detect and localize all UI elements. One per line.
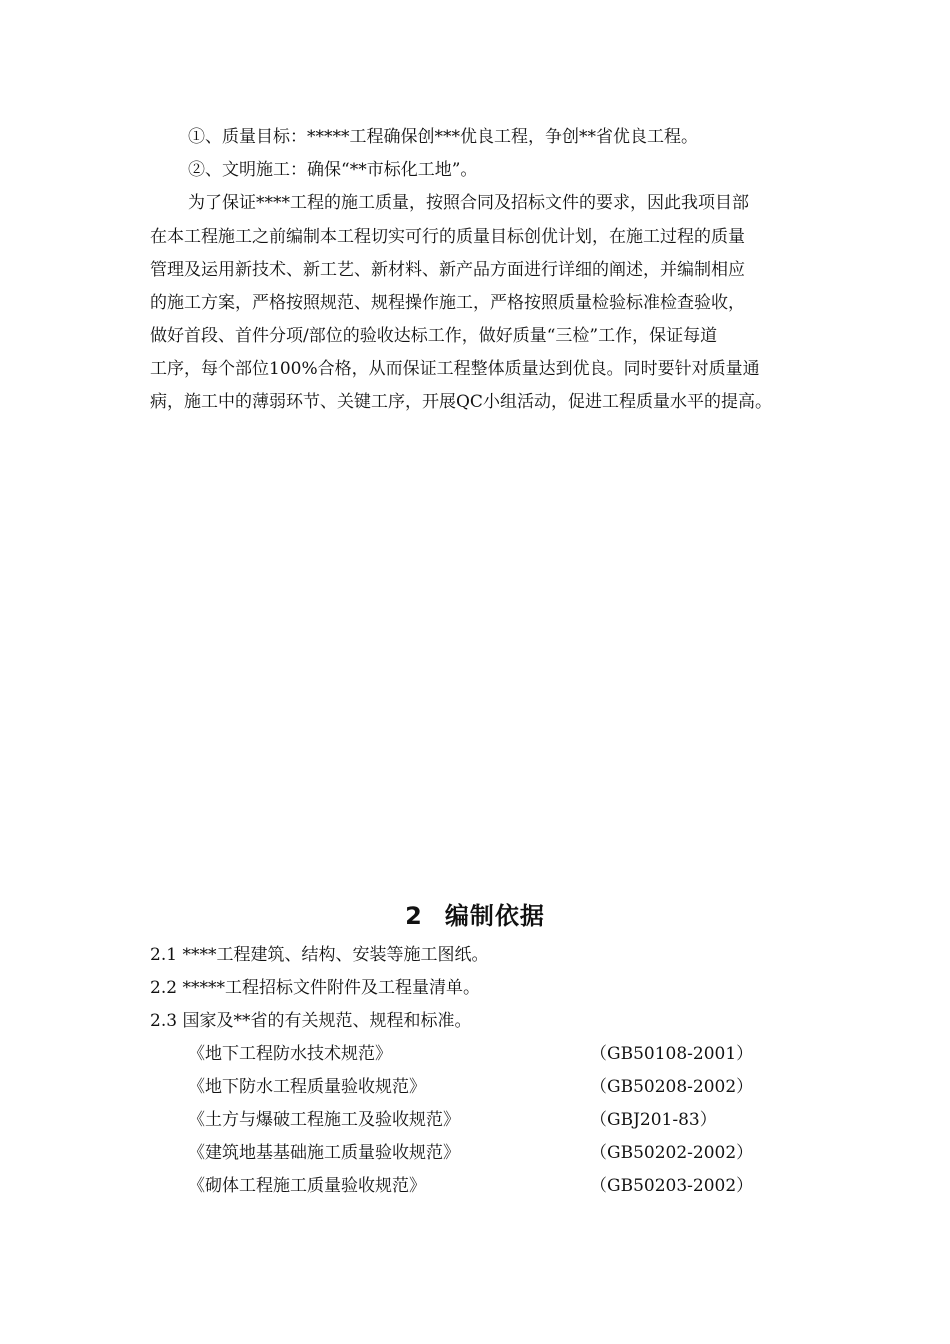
quality-goal-line: ①、质量目标：*****工程确保创***优良工程，争创**省优良工程。 [188,127,698,147]
section-title: 编制依据 [444,902,545,930]
standard-title: 《砌体工程施工质量验收规范》 [188,1176,426,1196]
standard-code: （GBJ201-83） [590,1110,717,1130]
standard-title: 《地下防水工程质量验收规范》 [188,1077,426,1097]
basis-item: 2.2 *****工程招标文件附件及工程量清单。 [150,978,480,998]
paragraph-line: 在本工程施工之前编制本工程切实可行的质量目标创优计划，在施工过程的质量 [150,227,745,247]
paragraph-line: 病，施工中的薄弱环节、关键工序，开展QC小组活动，促进工程质量水平的提高。 [150,392,772,412]
section-number: 2 [405,902,423,930]
standard-code: （GB50108-2001） [590,1044,754,1064]
standard-code: （GB50203-2002） [590,1176,754,1196]
standard-title: 《建筑地基基础施工质量验收规范》 [188,1143,460,1163]
basis-item: 2.1 ****工程建筑、结构、安装等施工图纸。 [150,945,489,965]
paragraph-line: 为了保证****工程的施工质量，按照合同及招标文件的要求，因此我项目部 [188,193,749,213]
section-heading [0,902,950,930]
basis-item: 2.3 国家及**省的有关规范、规程和标准。 [150,1011,472,1031]
paragraph-line: 做好首段、首件分项/部位的验收达标工作，做好质量“三检”工作，保证每道 [150,326,718,346]
civilized-construction-line: ②、文明施工：确保“**市标化工地”。 [188,160,478,180]
standard-title: 《地下工程防水技术规范》 [188,1044,392,1064]
standard-code: （GB50208-2002） [590,1077,754,1097]
standard-title: 《土方与爆破工程施工及验收规范》 [188,1110,460,1130]
paragraph-line: 工序，每个部位100%合格，从而保证工程整体质量达到优良。同时要针对质量通 [150,359,760,379]
paragraph-line: 的施工方案，严格按照规范、规程操作施工，严格按照质量检验标准检查验收， [150,293,745,313]
paragraph-line: 管理及运用新技术、新工艺、新材料、新产品方面进行详细的阐述，并编制相应 [150,260,745,280]
standard-code: （GB50202-2002） [590,1143,754,1163]
